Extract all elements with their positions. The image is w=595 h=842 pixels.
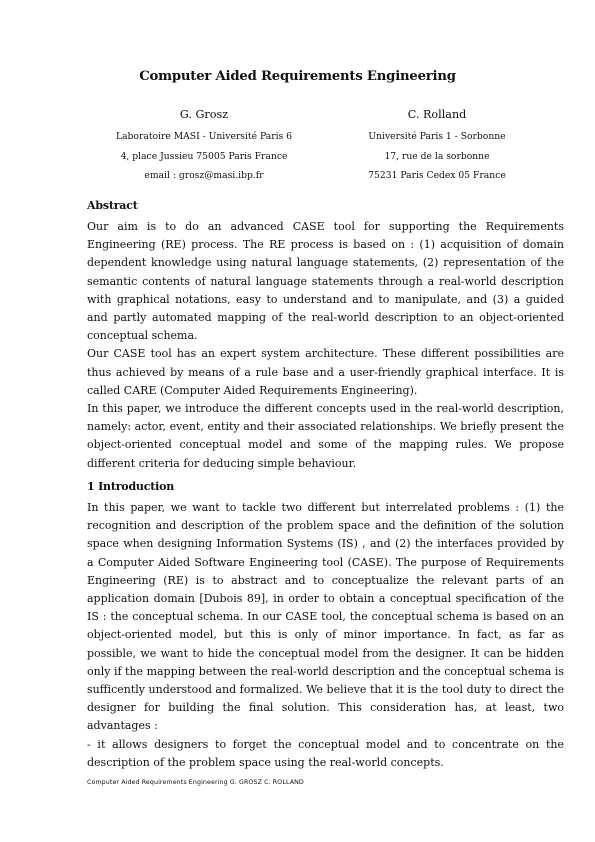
body-paragraph: In this paper, we want to tackle two different but interrelated problems : (1) the recognition and description of the problem space and the definition of the solution space when designing Information Systems (IS) , and (2) the interfaces provided by a Computer Aided Software Engineering tool (CASE). The purpose of Requirements Engineering (RE) is to abstract and to conceptualize the relevant parts of an application domain [Dubois 89], in order to obtain a conceptual specification of the IS : the conceptual schema. In our CASE tool, the conceptual schema is based on an object-oriented model, but this is only of minor importance. In fact, as far as possible, we want to hide the conceptual model from the designer. It can be hidden only if the mapping between the real-world description and the conceptual schema is sufficently understood and formalized. We believe that it is the tool duty to direct the designer for building the final solution. This consideration has, at least, two advantages : xyxy=(87,501,564,733)
author-name: G. Grosz xyxy=(179,108,229,121)
author-affiliation-line: Laboratoire MASI - Université Paris 6 xyxy=(115,131,293,142)
author-city-line: 75231 Paris Cedex 05 France xyxy=(368,170,506,181)
abstract-body xyxy=(87,218,564,473)
abstract-heading: Abstract xyxy=(87,199,138,212)
author-address-line: 17, rue de la sorbonne xyxy=(384,150,490,162)
page-footer: Computer Aided Requirements Engineering G. GROSZ C. ROLLAND xyxy=(87,779,304,786)
paper-title: Computer Aided Requirements Engineering xyxy=(139,69,456,84)
abstract-paragraph: Our aim is to do an advanced CASE tool for supporting the Requirements Engineering (RE) process. The RE process is based on : (1) acquisition of domain dependent knowledge using natural language statements, (2) representation of the semantic contents of natural language statements through a real-world description with graphical notations, easy to understand and to manipulate, and (3) a guided and partly automated mapping of the real-world description to an object-oriented conceptual schema. xyxy=(87,220,564,343)
author-grosz xyxy=(74,107,334,186)
author-name: C. Rolland xyxy=(407,108,467,121)
section-heading-introduction: 1 Introduction xyxy=(87,480,175,493)
author-email-line: email : grosz@masi.ibp.fr xyxy=(144,170,264,181)
author-rolland xyxy=(307,107,567,186)
abstract-paragraph: Our CASE tool has an expert system architecture. These different possibilities are thus achieved by means of a rule base and a user-friendly graphical interface. It is called CARE (Computer Aided Requirements Engineering). xyxy=(87,347,564,397)
author-affiliation-line: Université Paris 1 - Sorbonne xyxy=(368,131,506,142)
body-paragraph: - it allows designers to forget the conceptual model and to concentrate on the description of the problem space using the real-world concepts. xyxy=(87,737,564,769)
abstract-paragraph: In this paper, we introduce the different concepts used in the real-world description, namely: actor, event, entity and their associated relationships. We briefly present the object-oriented conceptual model and some of the mapping rules. We propose different criteria for deducing simple behaviour. xyxy=(87,402,564,470)
author-address-line: 4, place Jussieu 75005 Paris France xyxy=(120,150,288,162)
author-block xyxy=(0,107,595,187)
introduction-body xyxy=(87,499,564,772)
